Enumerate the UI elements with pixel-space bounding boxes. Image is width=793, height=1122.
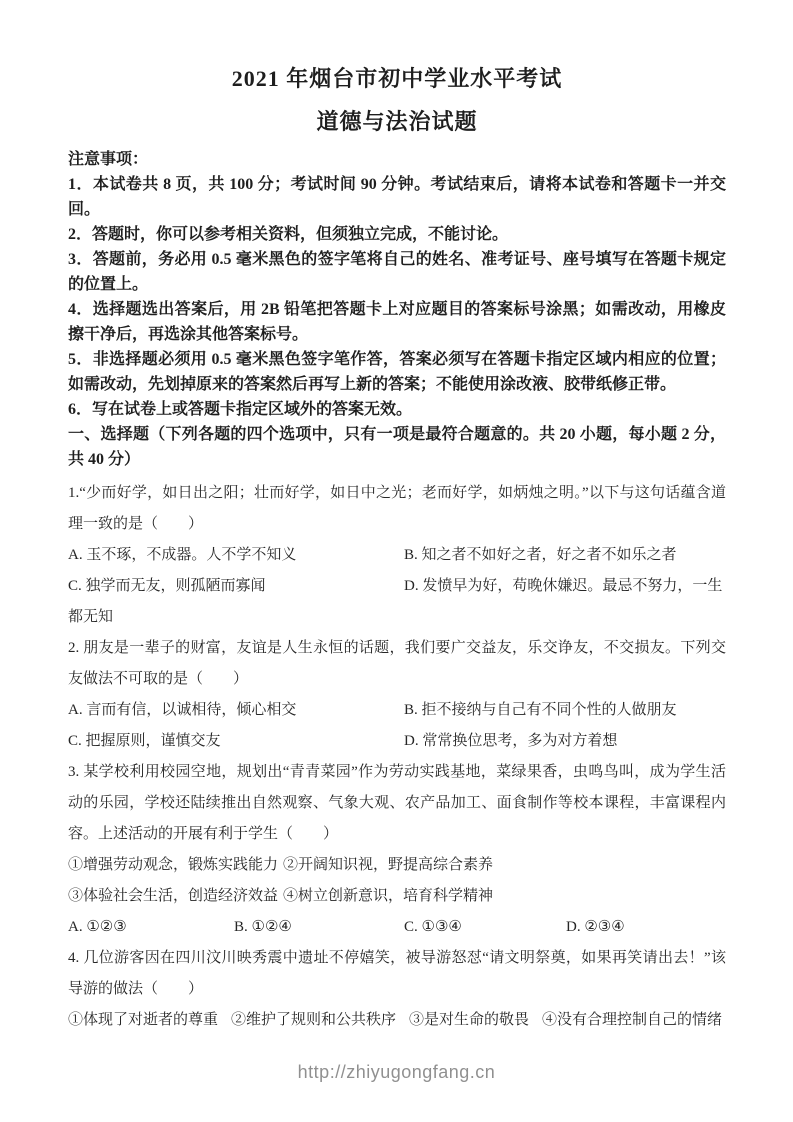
question-1-option-d: D. 发愤早为好，苟晚休嫌迟。最忌不努力，一生都无知 bbox=[68, 578, 723, 625]
question-4-subitem-2: ②维护了规则和公共秩序 bbox=[231, 1012, 397, 1028]
question-1 bbox=[68, 478, 726, 633]
question-3 bbox=[68, 757, 726, 943]
question-3-options-row bbox=[68, 912, 726, 943]
question-4-subitem-3: ③是对生命的敬畏 bbox=[409, 1012, 530, 1028]
notice-section bbox=[68, 147, 726, 422]
question-3-option-d: D. ②③④ bbox=[566, 919, 625, 935]
question-3-subitems-row-2 bbox=[68, 881, 726, 912]
notice-heading: 注意事项： bbox=[68, 151, 149, 168]
question-1-option-c: C. 独学而无友，则孤陋而寡闻 bbox=[68, 578, 266, 594]
paper-title: 2021 年烟台市初中学业水平考试 bbox=[231, 66, 563, 91]
notice-item-1: 1．本试卷共 8 页，共 100 分；考试时间 90 分钟。考试结束后，请将本试卷和答题卡一并交回。 bbox=[68, 176, 726, 218]
question-2-options-row-2 bbox=[68, 726, 726, 757]
question-3-option-a: A. ①②③ bbox=[68, 919, 127, 935]
question-3-subitems-row-1 bbox=[68, 850, 726, 881]
notice-item-3: 3．答题前，务必用 0.5 毫米黑色的签字笔将自己的姓名、准考证号、座号填写在答题卡规定的位置上。 bbox=[68, 251, 726, 293]
notice-item-2: 2．答题时，你可以参考相关资料，但须独立完成，不能讨论。 bbox=[68, 226, 509, 243]
section-heading-multiple-choice: 一、选择题（下列各题的四个选项中，只有一项是最符合题意的。共 20 小题，每小题 2 分，共 40 分） bbox=[68, 426, 726, 468]
question-list bbox=[68, 478, 726, 1036]
question-1-option-b: B. 知之者不如好之者，好之者不如乐之者 bbox=[404, 547, 677, 563]
question-4-subitem-4: ④没有合理控制自己的情绪 bbox=[542, 1012, 723, 1028]
notice-item-6: 6．写在试卷上或答题卡指定区域外的答案无效。 bbox=[68, 401, 413, 418]
question-3-subitem-3: ③体验社会生活，创造经济效益 bbox=[68, 888, 279, 904]
question-1-options-row-1 bbox=[68, 540, 726, 571]
question-2-option-b: B. 拒不接纳与自己有不同个性的人做朋友 bbox=[404, 702, 677, 718]
question-4-subitems-row bbox=[68, 1005, 726, 1036]
question-3-stem: 3. 某学校利用校园空地，规划出“青青菜园”作为劳动实践基地，菜绿果香，虫鸣鸟叫，成为学生活动的乐园，学校还陆续推出自然观察、气象大观、农产品加工、面食制作等校本课程，丰富课程内容。上述活动的开展有利于学生（ ） bbox=[68, 764, 726, 842]
question-1-option-a: A. 玉不琢，不成器。人不学不知义 bbox=[68, 547, 297, 563]
question-2-stem: 2. 朋友是一辈子的财富，友谊是人生永恒的话题，我们要广交益友，乐交诤友，不交损友。下列交友做法不可取的是（ ） bbox=[68, 640, 726, 687]
notice-item-5: 5．非选择题必须用 0.5 毫米黑色签字笔作答，答案必须写在答题卡指定区域内相应的位置；如需改动，先划掉原来的答案然后再写上新的答案；不能使用涂改液、胶带纸修正带。 bbox=[68, 351, 726, 393]
question-4 bbox=[68, 943, 726, 1036]
question-3-option-c: C. ①③④ bbox=[404, 919, 462, 935]
question-3-option-b: B. ①②④ bbox=[234, 919, 292, 935]
question-3-subitem-1: ①增强劳动观念，锻炼实践能力 bbox=[68, 857, 279, 873]
question-1-options-row-2 bbox=[68, 571, 726, 633]
question-2-option-d: D. 常常换位思考，多为对方着想 bbox=[404, 733, 618, 749]
question-2-options-row-1 bbox=[68, 695, 726, 726]
question-1-stem: 1.“少而好学，如日出之阳；壮而好学，如日中之光；老而好学，如炳烛之明。”以下与这句话蕴含道理一致的是（ ） bbox=[68, 485, 726, 532]
question-4-subitem-1: ①体现了对逝者的尊重 bbox=[68, 1012, 219, 1028]
question-4-stem: 4. 几位游客因在四川汶川映秀震中遗址不停嬉笑，被导游怒怼“请文明祭奠，如果再笑请出去！”该导游的做法（ ） bbox=[68, 950, 726, 997]
question-3-subitem-2: ②开阔知识视，野提高综合素养 bbox=[283, 857, 494, 873]
question-2 bbox=[68, 633, 726, 757]
notice-item-4: 4．选择题选出答案后，用 2B 铅笔把答题卡上对应题目的答案标号涂黑；如需改动，用橡皮擦干净后，再选涂其他答案标号。 bbox=[68, 301, 726, 343]
question-2-option-a: A. 言而有信，以诚相待，倾心相交 bbox=[68, 702, 297, 718]
question-3-subitem-4: ④树立创新意识，培育科学精神 bbox=[283, 888, 494, 904]
question-2-option-c: C. 把握原则，谨慎交友 bbox=[68, 733, 221, 749]
paper-subtitle: 道德与法治试题 bbox=[316, 109, 478, 134]
footer-watermark-url: http://zhiyugongfang.cn bbox=[297, 1062, 496, 1082]
